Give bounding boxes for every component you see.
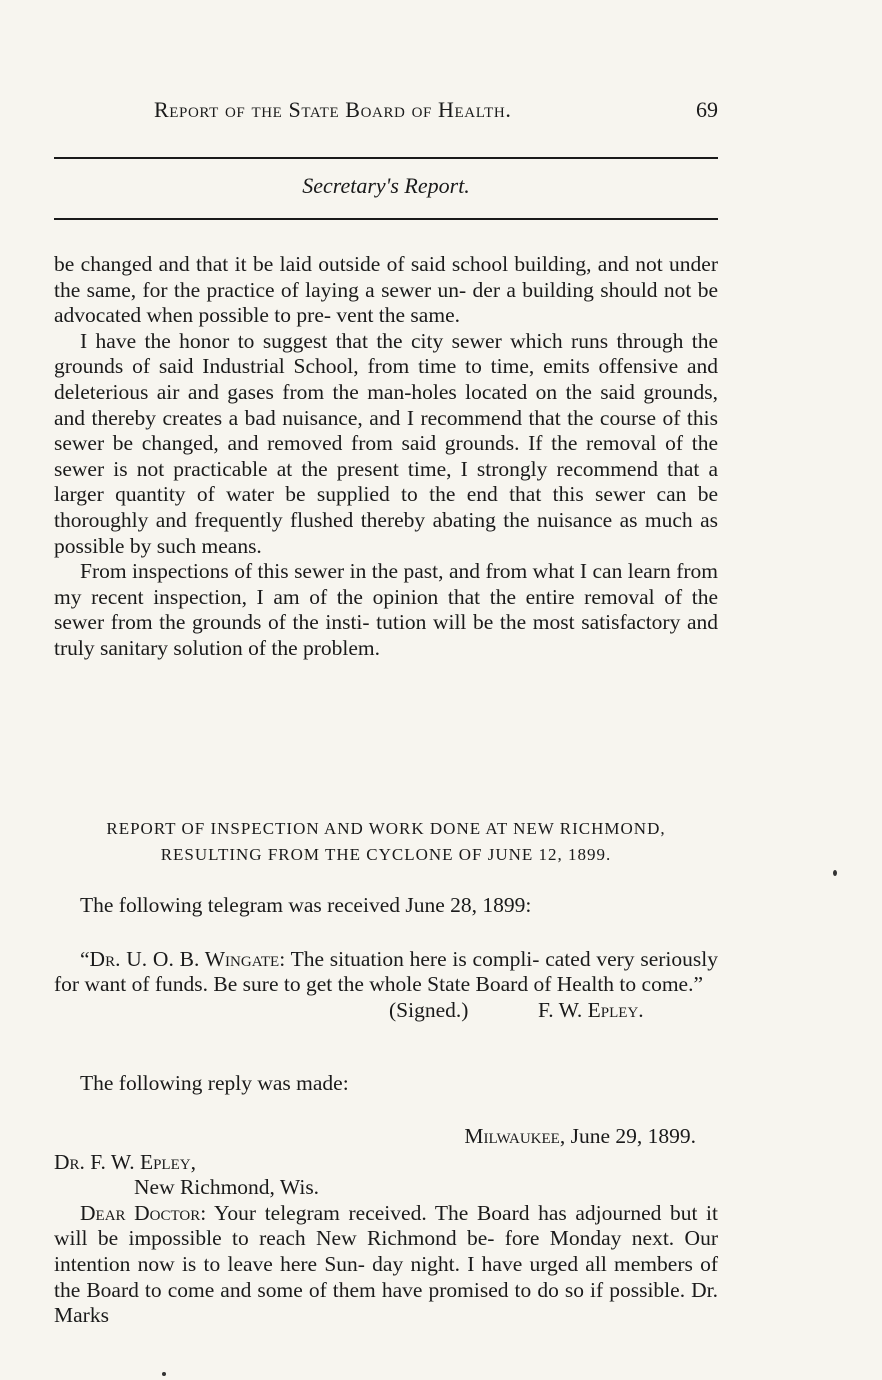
signature-line (54, 998, 718, 1024)
addressee-name (54, 1150, 718, 1176)
addressee-name-text: Dr. F. W. Epley, (54, 1149, 196, 1174)
reply-intro: The following reply was made: (80, 1071, 349, 1095)
salutation-text: Dear Doctor: (80, 1200, 207, 1225)
header-rule-bottom (54, 218, 718, 220)
report-heading-line-1: REPORT OF INSPECTION AND WORK DONE AT NEW RICHMOND, (106, 819, 666, 838)
letter (54, 1124, 718, 1329)
body-text (54, 252, 718, 662)
dateline (54, 1124, 718, 1150)
print-speck (162, 1372, 166, 1376)
telegram-text: The situation here is compli- cated very seriously for want of funds. Be sure to get the whole State Board of Health to come.” (54, 946, 718, 997)
report-heading-line-2: RESULTING FROM THE CYCLONE OF JUNE 12, 1899. (160, 845, 612, 864)
letter-body (54, 1201, 718, 1329)
salutation (80, 1201, 206, 1225)
page-number: 69 (696, 97, 718, 122)
section-title: Secretary's Report. (302, 173, 470, 198)
paragraph-2: I have the honor to suggest that the city sewer which runs through the grounds of said Industrial School, from time to time, emits offensive and deleterious air and gases from the man-holes located on the said grounds, and thereby creates a bad nuisance, and I recommend that the course of this sewer be changed, and removed from said grounds. If the removal of the sewer is not practicable at the present time, I strongly recommend that a larger quantity of water be supplied to the end that this sewer can be thoroughly and frequently flushed thereby abating the nuisance as much as possible by such means. (54, 328, 718, 558)
running-head (54, 97, 718, 131)
dateline-place: Milwaukee, (464, 1124, 566, 1148)
signer-name: F. W. Epley. (538, 997, 644, 1022)
header-rule-top (54, 157, 718, 159)
dateline-date: June 29, 1899. (570, 1124, 696, 1148)
print-speck (833, 870, 837, 876)
telegram-addressee: “Dr. U. O. B. Wingate: (80, 946, 286, 971)
running-title: Report of the State Board of Health. (154, 97, 512, 122)
telegram-block (54, 893, 718, 1024)
telegram-intro: The following telegram was received June 28, 1899: (80, 893, 532, 917)
paragraph-3: From inspections of this sewer in the past, and from what I can learn from my recent inspection, I am of the opinion that the entire removal of the sewer from the grounds of the insti- tution will be the most satisfactory and truly sanitary solution of the problem. (54, 559, 718, 660)
addressee-city: New Richmond, Wis. (134, 1175, 320, 1200)
report-heading (54, 816, 718, 868)
letter-body-text: Your telegram received. The Board has adjourned but it will be impossible to reach New Richmond be- fore Monday next. Our intention now is to leave here Sun- day night. I have urged all members of the Board to come and some of them have promised to do so if possible. Dr. Marks (54, 1200, 719, 1328)
telegram-quote (54, 947, 718, 998)
paragraph-1: be changed and that it be laid outside of said school building, and not under the same, for the practice of laying a sewer un- der a building should not be advocated when possible to pre- vent the same. (54, 252, 718, 328)
signed-label: (Signed.) (389, 997, 469, 1022)
